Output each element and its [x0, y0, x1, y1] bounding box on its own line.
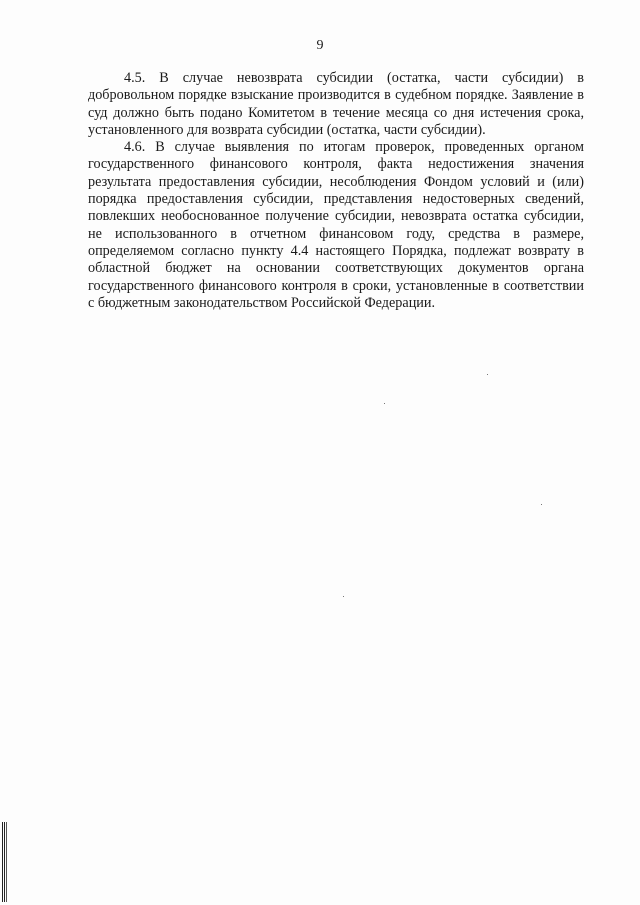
scan-edge-artifact: [2, 822, 8, 902]
paragraph-4-5: 4.5. В случае невозврата субсидии (остатка, части субсидии) в добровольном порядке взыскание производится в судебном порядке. Заявление в суд должно быть подано Комитетом в течение месяца со дня истечения срока, установленного для возврата субсидии (остатка, части субсидии).: [88, 70, 584, 138]
scan-speck: [541, 504, 542, 505]
scan-speck: [384, 403, 385, 404]
paragraph-4-6: 4.6. В случае выявления по итогам проверок, проведенных органом государственного финансового контроля, факта недостижения значения результата предоставления субсидии, несоблюдения Фондом условий и (или) порядка предоставления субсидии, представления недостоверных сведений, повлекших необоснованное получение субсидии, невозврата остатка субсидии, не использованного в отчетном финансовом году, средства в размере, определяемом согласно пункту 4.4 настоящего Порядка, подлежат возврату в областной бюджет на основании соответствующих документов органа государственного финансового контроля в сроки, установленные в соответствии с бюджетным законодательством Российской Федерации.: [88, 139, 584, 311]
page-number: 9: [316, 38, 324, 53]
scan-speck: [343, 596, 344, 597]
document-body: [88, 70, 584, 312]
scan-speck: [487, 374, 488, 375]
